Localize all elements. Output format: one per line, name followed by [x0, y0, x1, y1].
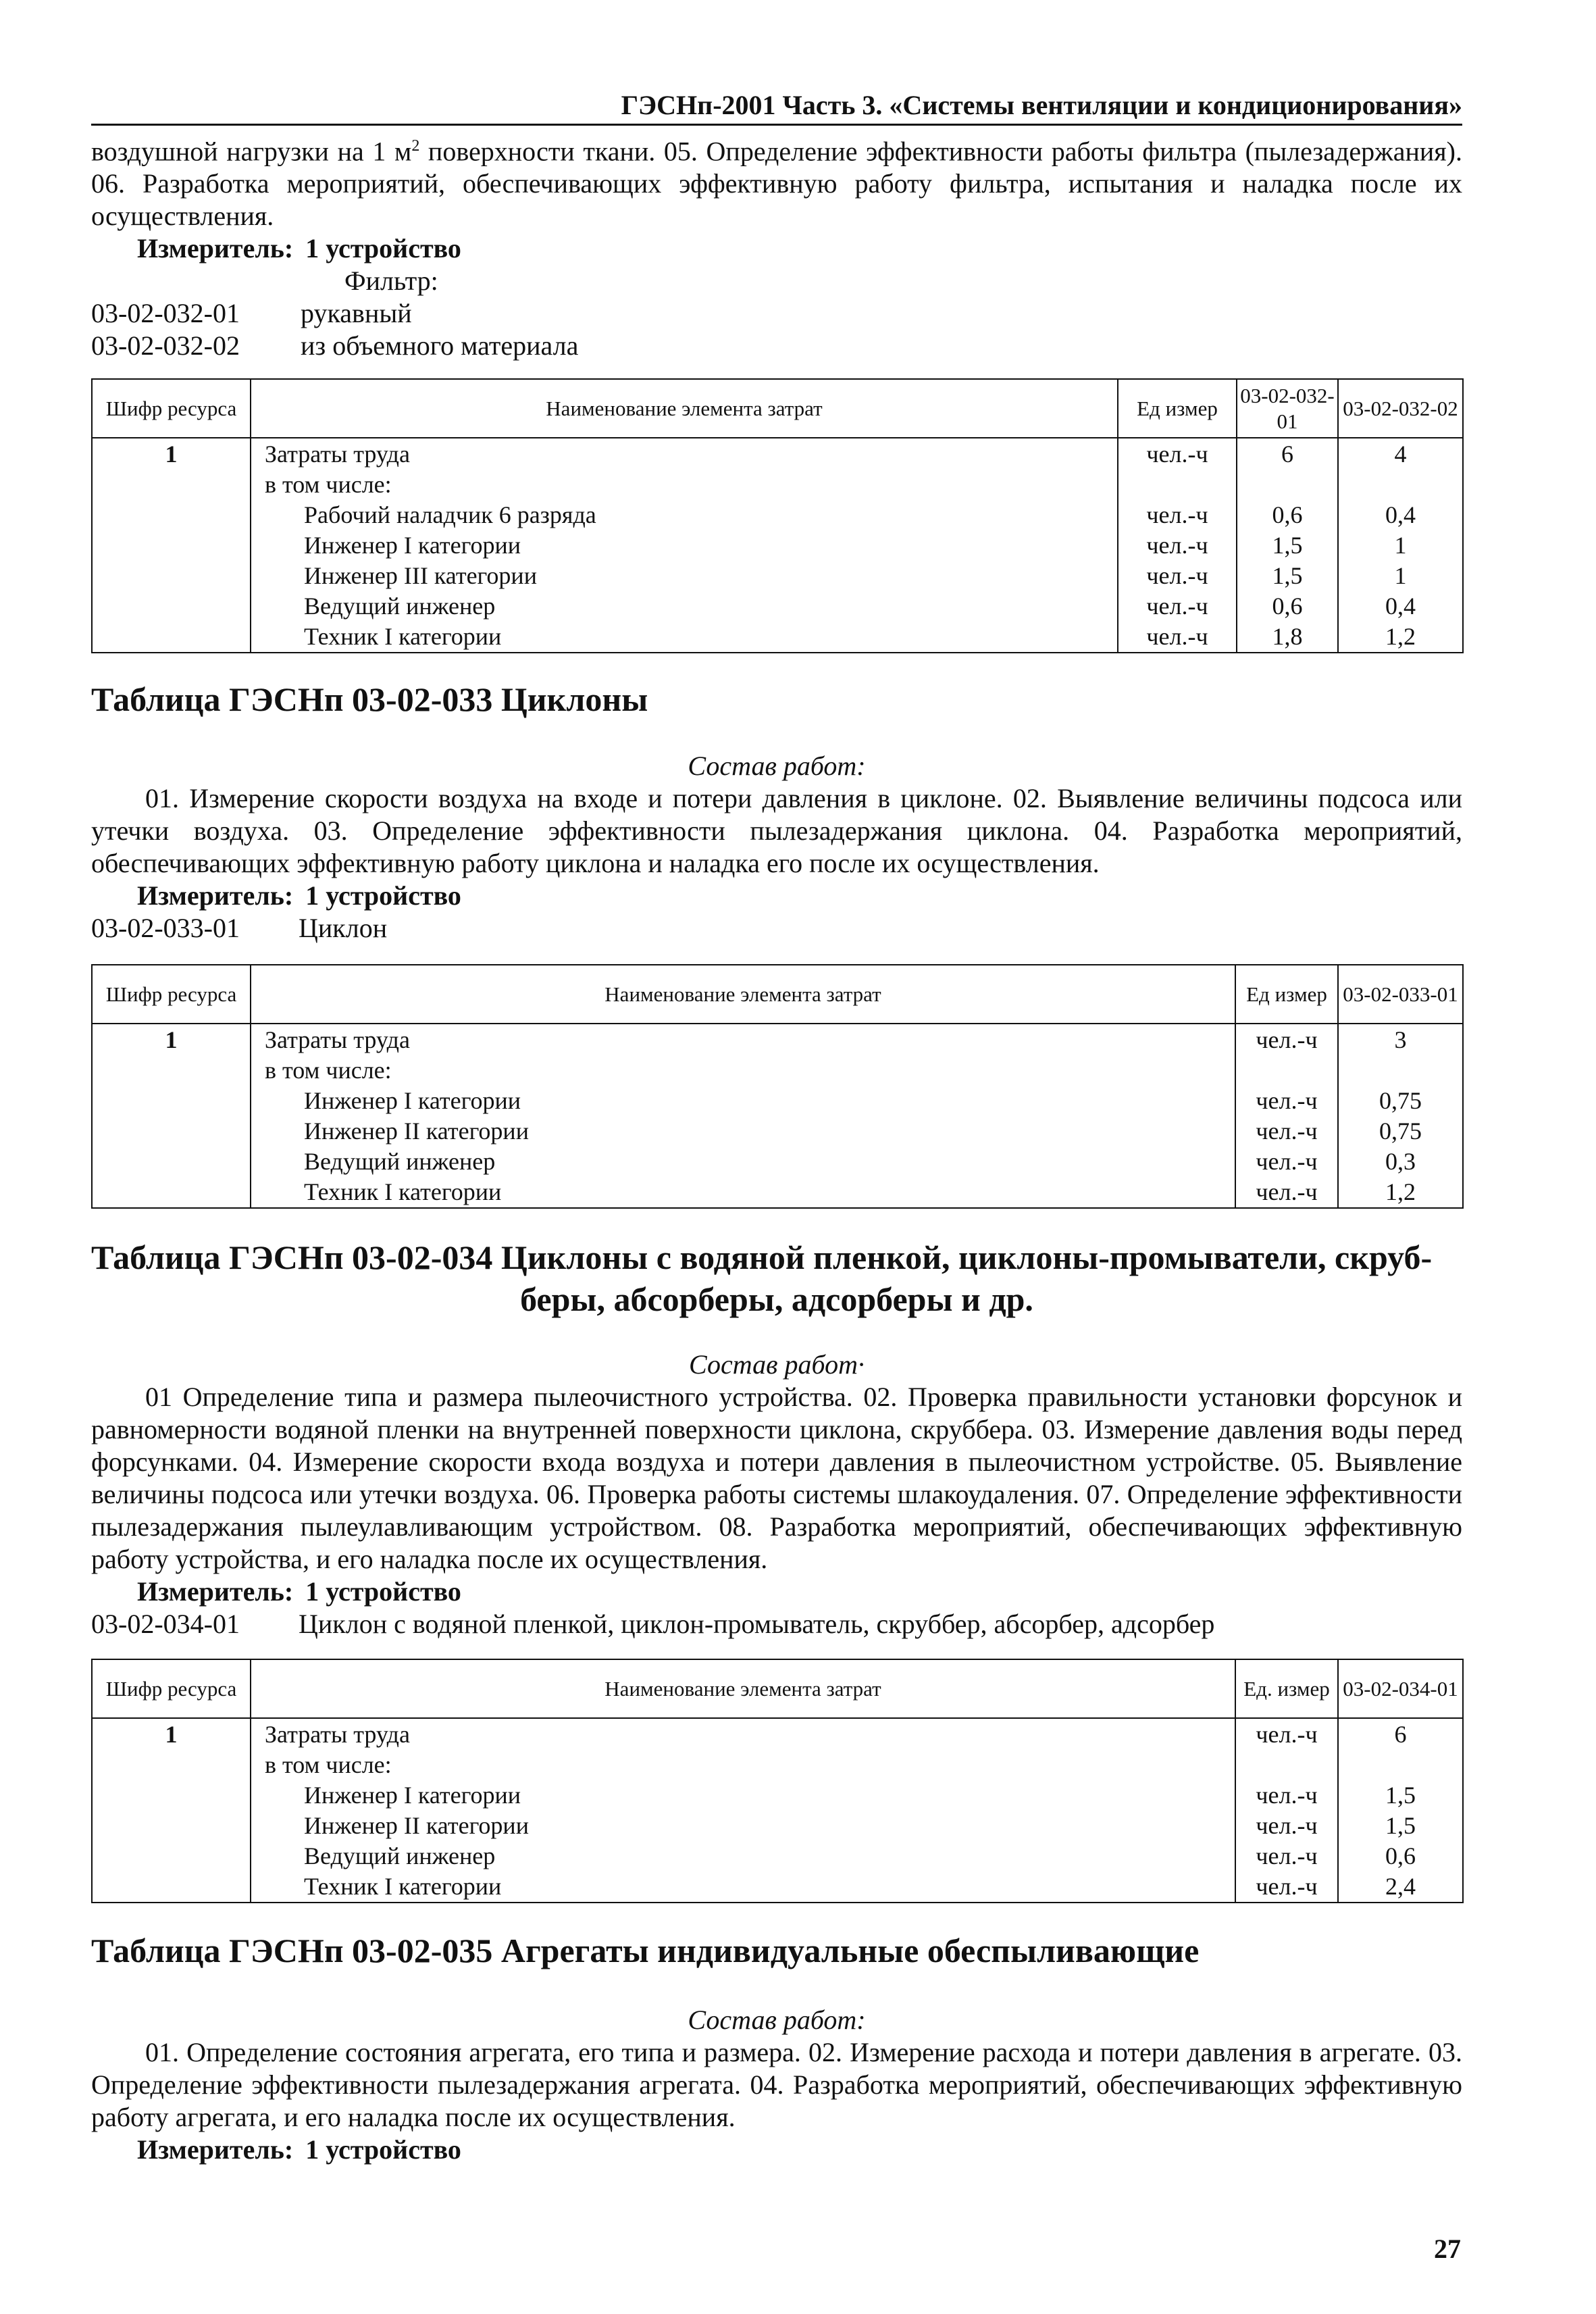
- cell-name: Инженер III категории: [251, 561, 1118, 591]
- code-name: из объемного материала: [301, 330, 579, 361]
- measure-value: 1 устройство: [305, 1576, 461, 1607]
- cell-value: 1,2: [1338, 622, 1463, 653]
- section-title: Таблица ГЭСНп 03-02-033 Циклоны: [91, 680, 648, 718]
- cell-unit: чел.-ч: [1118, 591, 1237, 622]
- measure-line: [91, 2134, 1462, 2166]
- table-034: [91, 1659, 1462, 1903]
- cell-value: 1,5: [1338, 1811, 1463, 1841]
- code: 03-02-032-02: [91, 330, 240, 361]
- cell-name: Затраты труда: [251, 438, 1118, 470]
- cell-unit: [1235, 1055, 1338, 1086]
- section-subtitle: Состав работ:: [688, 751, 866, 781]
- section-title: Таблица ГЭСНп 03-02-034 Циклоны с водяной пленкой, циклоны-промыватели, скруб-: [91, 1238, 1433, 1276]
- section-034-body: [91, 1349, 1462, 1640]
- header-cell: Наименование элемента затрат: [251, 379, 1118, 438]
- cell-unit: чел.-ч: [1235, 1871, 1338, 1903]
- cell-code: 1: [92, 1024, 251, 1055]
- table-row: [92, 1750, 1463, 1780]
- table-row: [92, 1718, 1463, 1750]
- cell-code: [92, 1811, 251, 1841]
- cell-name: Инженер I категории: [251, 530, 1118, 561]
- code-name: Циклон: [299, 913, 388, 943]
- section-text: 01. Измерение скорости воздуха на входе и потери давления в циклоне. 02. Выявление величины подсоса или утечки воздуха. 03. Определение эффективности пылезадержания циклона. 04. Разработка мероприятий, обеспечивающих эффективную работу циклона и наладка его после их осуществления.: [91, 783, 1462, 878]
- measure-value: 1 устройство: [305, 880, 461, 911]
- section-title-cont: беры, абсорберы, адсорберы и др.: [520, 1280, 1033, 1318]
- code-line: [91, 1608, 1462, 1640]
- table-row: [92, 500, 1463, 530]
- resource-table: [91, 964, 1464, 1209]
- cell-value: 0,3: [1338, 1147, 1463, 1177]
- measure-line: [91, 880, 1462, 912]
- cell-value: [1338, 470, 1463, 500]
- cell-unit: чел.-ч: [1118, 530, 1237, 561]
- cell-name: Техник I категории: [251, 622, 1118, 653]
- table-row: [92, 1024, 1463, 1055]
- cell-code: [92, 1780, 251, 1811]
- section-035: [91, 1930, 1462, 1971]
- section-033-body: [91, 750, 1462, 945]
- code-name: Циклон с водяной пленкой, циклон-промыватель, скруббер, абсорбер, адсорбер: [299, 1609, 1215, 1639]
- cell-value: 2,4: [1338, 1871, 1463, 1903]
- cell-name: Ведущий инженер: [251, 1147, 1235, 1177]
- cell-value: 4: [1338, 438, 1463, 470]
- cell-name: Затраты труда: [251, 1718, 1235, 1750]
- running-header: ГЭСНп-2001 Часть 3. «Системы вентиляции и кондиционирования»: [91, 89, 1462, 126]
- cell-name: Ведущий инженер: [251, 591, 1118, 622]
- header-cell: Шифр ресурса: [92, 1659, 251, 1718]
- resource-table: [91, 1659, 1464, 1903]
- cell-value: 1,5: [1237, 561, 1338, 591]
- cell-unit: чел.-ч: [1235, 1811, 1338, 1841]
- measure-label: Измеритель:: [137, 233, 294, 264]
- filter-label: Фильтр:: [344, 266, 438, 297]
- cell-value: 6: [1338, 1718, 1463, 1750]
- cell-value: 0,6: [1338, 1841, 1463, 1871]
- cell-unit: чел.-ч: [1235, 1177, 1338, 1208]
- cell-name: Затраты труда: [251, 1024, 1235, 1055]
- header-cell: Шифр ресурса: [92, 379, 251, 438]
- cell-code: [92, 500, 251, 530]
- table-row: [92, 530, 1463, 561]
- cell-name: Техник I категории: [251, 1177, 1235, 1208]
- cell-value: 1,5: [1237, 530, 1338, 561]
- section-033: [91, 678, 1462, 720]
- table-row: [92, 622, 1463, 653]
- measure-value: 1 устройство: [305, 2134, 461, 2165]
- cell-unit: чел.-ч: [1235, 1024, 1338, 1055]
- section-subtitle: Состав работ:: [688, 2005, 866, 2035]
- measure-line: [91, 1576, 1462, 1608]
- measure-label: Измеритель:: [137, 1576, 294, 1607]
- cell-code: [92, 1055, 251, 1086]
- measure-label: Измеритель:: [137, 2134, 294, 2165]
- table-header-row: [92, 379, 1463, 438]
- code: 03-02-034-01: [91, 1609, 240, 1639]
- cell-name: Ведущий инженер: [251, 1841, 1235, 1871]
- table-row: [92, 1055, 1463, 1086]
- intro-paragraph: [91, 130, 1462, 232]
- cell-code: [92, 561, 251, 591]
- measure-label: Измеритель:: [137, 880, 294, 911]
- cell-unit: чел.-ч: [1235, 1116, 1338, 1147]
- section-035-body: [91, 2004, 1462, 2166]
- cell-value: 1: [1338, 530, 1463, 561]
- cell-unit: чел.-ч: [1235, 1147, 1338, 1177]
- cell-value: 6: [1237, 438, 1338, 470]
- header-cell: 03-02-034-01: [1338, 1659, 1463, 1718]
- cell-name: Инженер I категории: [251, 1780, 1235, 1811]
- header-cell: Ед измер: [1235, 965, 1338, 1024]
- cell-code: [92, 1871, 251, 1903]
- resource-table: [91, 378, 1464, 653]
- cell-unit: чел.-ч: [1118, 622, 1237, 653]
- cell-name: в том числе:: [251, 1750, 1235, 1780]
- cell-name: Рабочий наладчик 6 разряда: [251, 500, 1118, 530]
- table-header-row: [92, 965, 1463, 1024]
- table-row: [92, 1147, 1463, 1177]
- table-row: [92, 1811, 1463, 1841]
- table-row: [92, 561, 1463, 591]
- section-subtitle: Состав работ·: [689, 1349, 865, 1380]
- cell-value: 1: [1338, 561, 1463, 591]
- cell-unit: чел.-ч: [1235, 1841, 1338, 1871]
- cell-unit: [1235, 1750, 1338, 1780]
- cell-code: [92, 1086, 251, 1116]
- table-row: [92, 1177, 1463, 1208]
- cell-name: в том числе:: [251, 1055, 1235, 1086]
- header-cell: 03-02-033-01: [1338, 965, 1463, 1024]
- cell-unit: чел.-ч: [1118, 500, 1237, 530]
- table-row: [92, 1780, 1463, 1811]
- measure-value: 1 устройство: [305, 233, 461, 264]
- table-row: [92, 1871, 1463, 1903]
- cell-value: 1,2: [1338, 1177, 1463, 1208]
- cell-name: Инженер II категории: [251, 1116, 1235, 1147]
- header-cell: 03-02-032-02: [1338, 379, 1463, 438]
- cell-code: [92, 1147, 251, 1177]
- cell-name: в том числе:: [251, 470, 1118, 500]
- section-034: [91, 1236, 1462, 1320]
- intro-block: [91, 130, 1462, 362]
- table-row: [92, 1086, 1463, 1116]
- table-row: [92, 470, 1463, 500]
- cell-code: [92, 1841, 251, 1871]
- cell-unit: [1118, 470, 1237, 500]
- intro-text-a: воздушной нагрузки на 1 м: [91, 136, 412, 167]
- table-row: [92, 591, 1463, 622]
- cell-code: 1: [92, 438, 251, 470]
- cell-unit: чел.-ч: [1235, 1086, 1338, 1116]
- code-line: [91, 912, 1462, 945]
- page-number: 27: [1434, 2234, 1461, 2264]
- cell-value: [1338, 1055, 1463, 1086]
- cell-value: 0,75: [1338, 1086, 1463, 1116]
- superscript: 2: [411, 137, 420, 155]
- header-cell: Наименование элемента затрат: [251, 1659, 1235, 1718]
- header-cell: Ед. измер: [1235, 1659, 1338, 1718]
- cell-code: [92, 622, 251, 653]
- table-row: [92, 438, 1463, 470]
- cell-value: 0,75: [1338, 1116, 1463, 1147]
- code-name: рукавный: [301, 298, 412, 329]
- cell-code: [92, 1177, 251, 1208]
- table-row: [92, 1841, 1463, 1871]
- cell-value: 0,4: [1338, 591, 1463, 622]
- cell-code: 1: [92, 1718, 251, 1750]
- cell-value: 0,4: [1338, 500, 1463, 530]
- cell-unit: чел.-ч: [1235, 1718, 1338, 1750]
- cell-value: 1,8: [1237, 622, 1338, 653]
- cell-name: Инженер I категории: [251, 1086, 1235, 1116]
- header-cell: Ед измер: [1118, 379, 1237, 438]
- header-cell: Наименование элемента затрат: [251, 965, 1235, 1024]
- cell-value: 3: [1338, 1024, 1463, 1055]
- table-032: [91, 378, 1462, 653]
- header-cell: Шифр ресурса: [92, 965, 251, 1024]
- table-033: [91, 964, 1462, 1209]
- intro-text-b: поверхности ткани. 05. Определение эффективности работы фильтра (пылезадержания). 06. Разработка мероприятий, обеспечивающих эффективную работу фильтра, испытания и наладка после их осуществления.: [91, 136, 1462, 232]
- cell-unit: чел.-ч: [1235, 1780, 1338, 1811]
- cell-code: [92, 530, 251, 561]
- cell-value: 0,6: [1237, 591, 1338, 622]
- section-text: 01 Определение типа и размера пылеочистного устройства. 02. Проверка правильности установки форсунок и равномерности водяной пленки на внутренней поверхности циклона, скруббера. 03. Измерение давления воды перед форсунками. 04. Измерение скорости входа воздуха и потери давления в пылеочистном устройстве. 05. Выявление величины подсоса или утечки воздуха. 06. Проверка работы системы шлакоудаления. 07. Определение эффективности пылезадержания пылеулавливающим устройством. 08. Разработка мероприятий, обеспечивающих эффективную работу устройства, и его наладка после их осуществления.: [91, 1382, 1462, 1574]
- code: 03-02-032-01: [91, 298, 240, 329]
- code-line: [91, 297, 1462, 330]
- cell-name: Техник I категории: [251, 1871, 1235, 1903]
- cell-name: Инженер II категории: [251, 1811, 1235, 1841]
- cell-code: [92, 591, 251, 622]
- cell-code: [92, 1750, 251, 1780]
- section-text: 01. Определение состояния агрегата, его типа и размера. 02. Измерение расхода и потери давления в агрегате. 03. Определение эффективности пылезадержания агрегата. 04. Разработка мероприятий, обеспечивающих эффективную работу агрегата, и его наладка после их осуществления.: [91, 2037, 1462, 2132]
- table-row: [92, 1116, 1463, 1147]
- cell-code: [92, 1116, 251, 1147]
- measure-line: [91, 232, 1462, 265]
- cell-value: 1,5: [1338, 1780, 1463, 1811]
- cell-value: [1237, 470, 1338, 500]
- cell-unit: чел.-ч: [1118, 438, 1237, 470]
- header-cell: 03-02-032-01: [1237, 379, 1338, 438]
- code: 03-02-033-01: [91, 913, 240, 943]
- table-header-row: [92, 1659, 1463, 1718]
- cell-value: [1338, 1750, 1463, 1780]
- code-line: [91, 330, 1462, 362]
- cell-unit: чел.-ч: [1118, 561, 1237, 591]
- cell-code: [92, 470, 251, 500]
- cell-value: 0,6: [1237, 500, 1338, 530]
- section-title: Таблица ГЭСНп 03-02-035 Агрегаты индивидуальные обеспыливающие: [91, 1932, 1200, 1969]
